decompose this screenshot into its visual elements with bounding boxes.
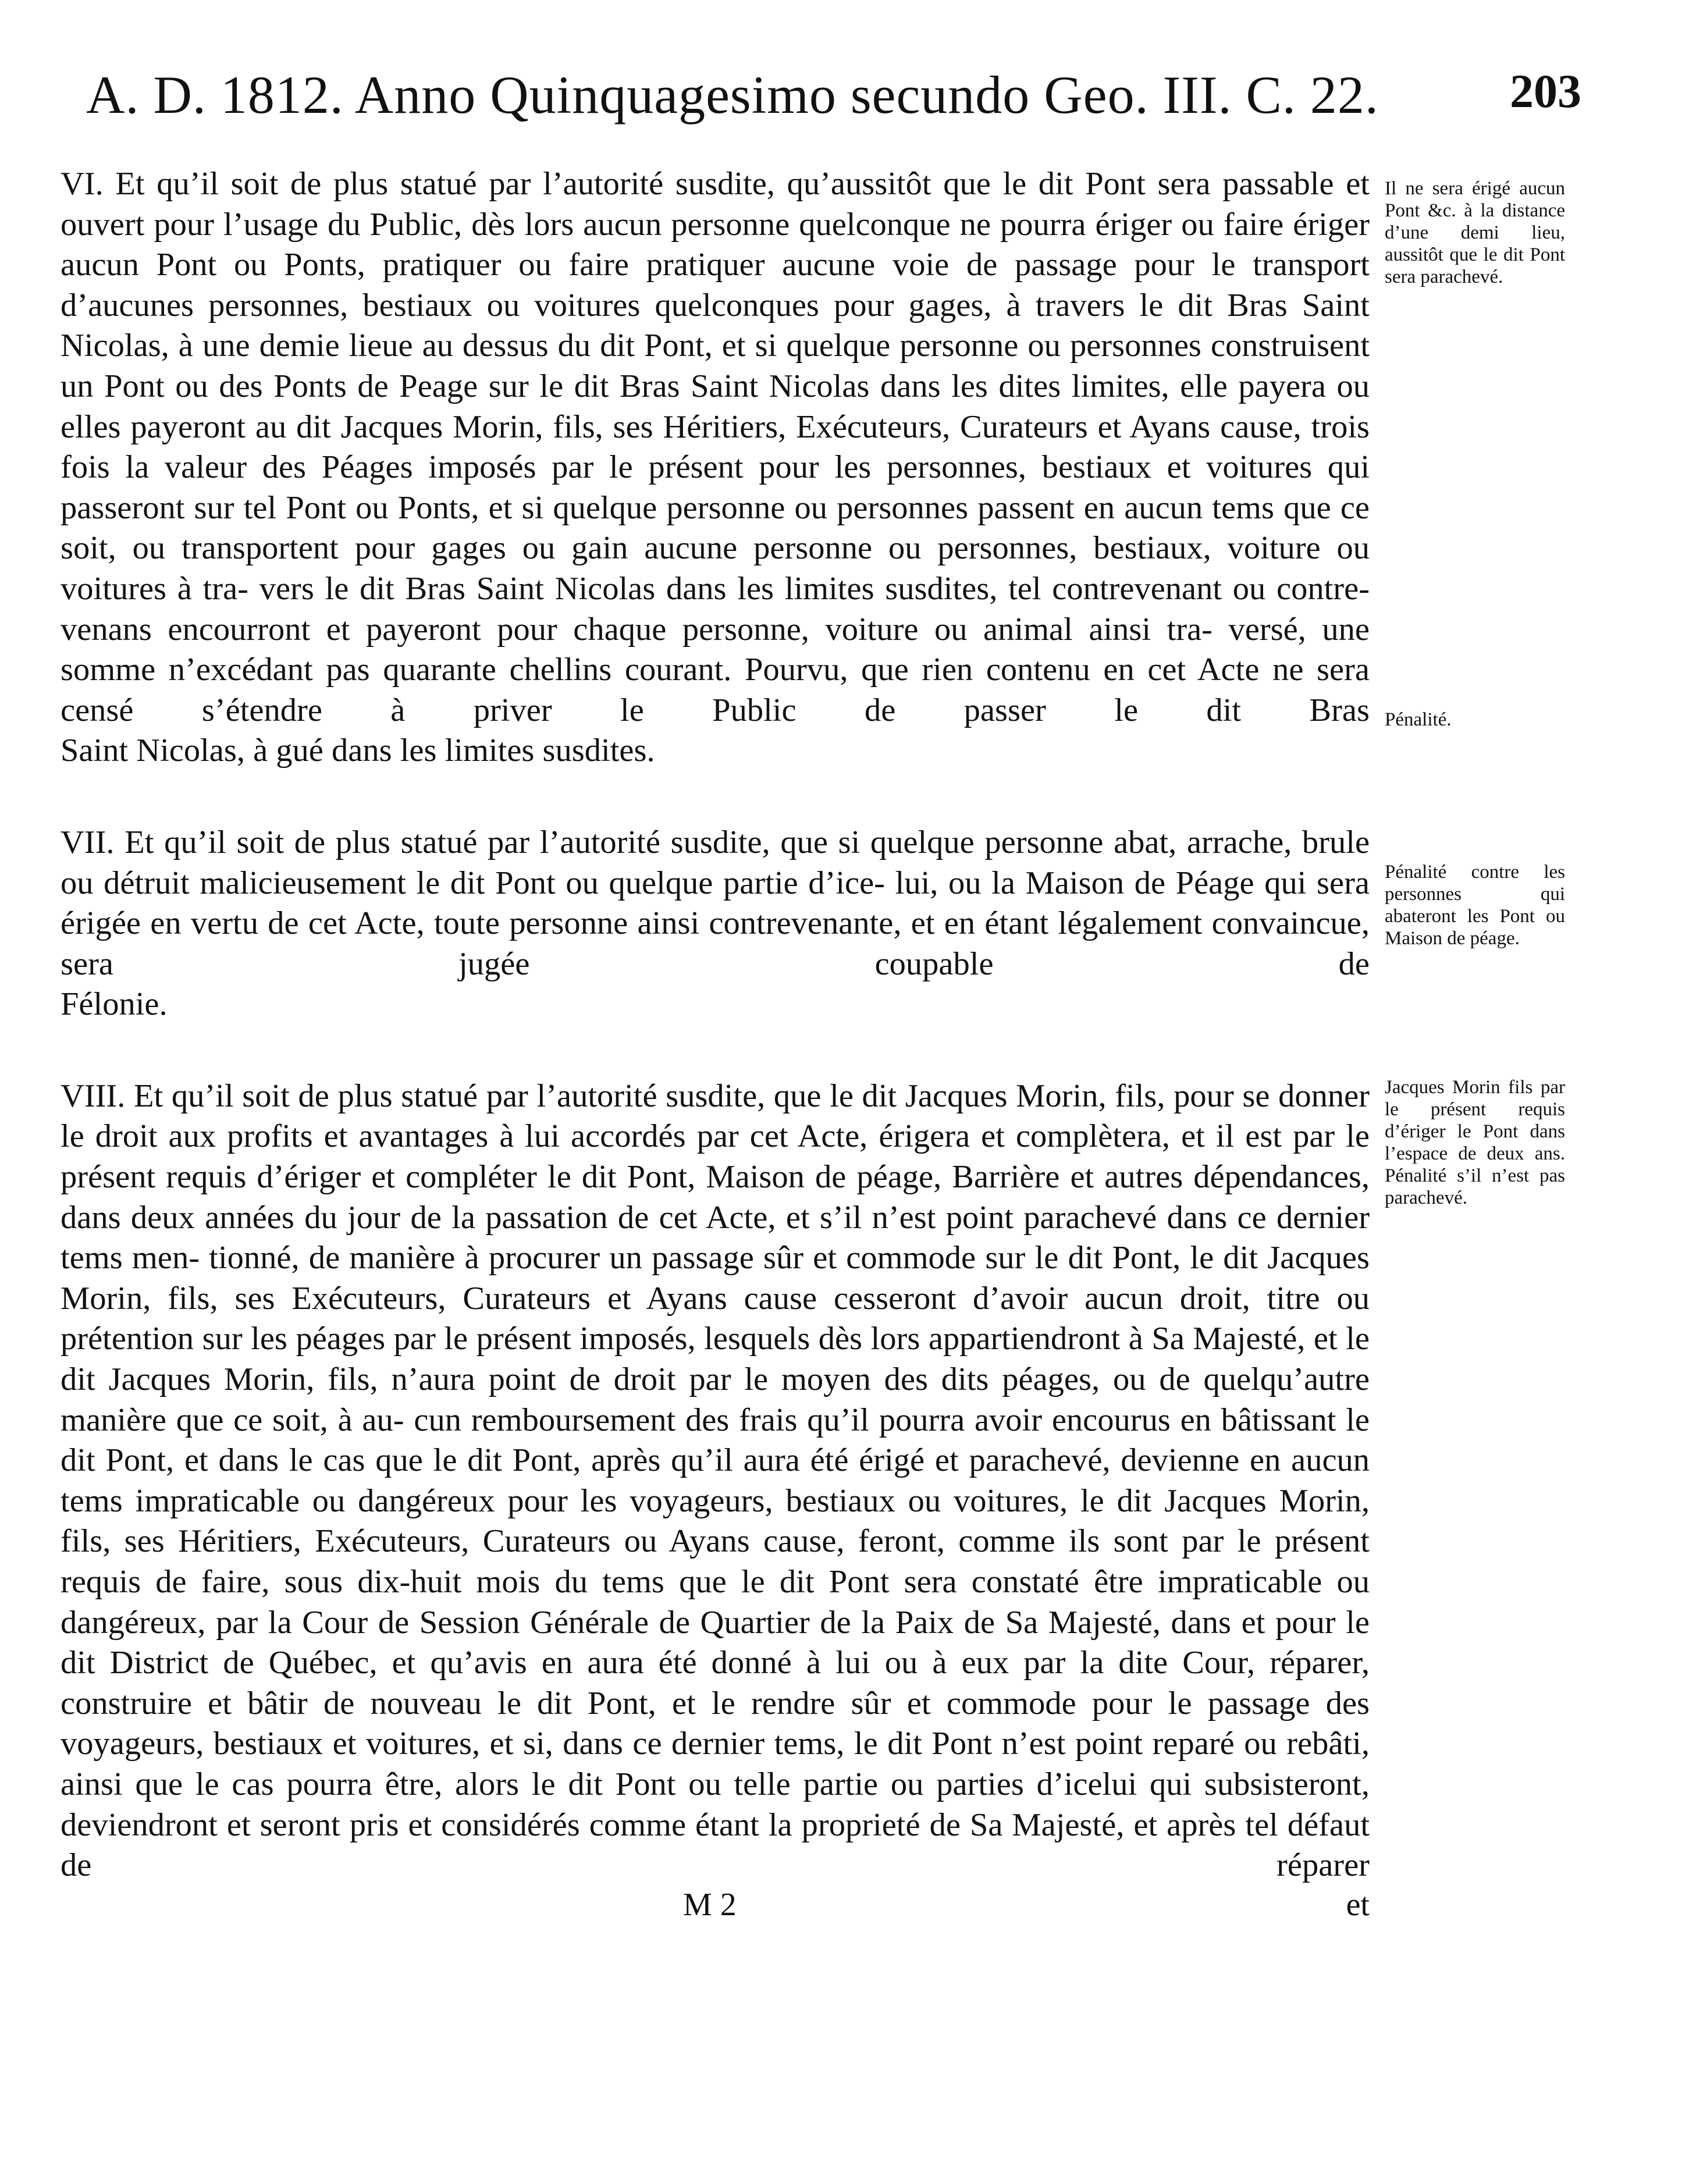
text-line: Et qu’il soit de plus statué par l’autorité susdite, que le dit Jacques Morin, <box>134 1077 1107 1114</box>
text-line: aucun droit, titre ou prétention sur les péages par le présent imposés, lesquels dès <box>61 1280 1370 1357</box>
text-line: Félonie. <box>61 986 168 1023</box>
text-line: de la passation de cet Acte, et s’il n’est point parachevé dans ce dernier tems men- <box>61 1199 1370 1276</box>
catchword: et <box>1346 1886 1370 1923</box>
section-paragraph <box>61 164 1370 771</box>
text-line: gages ou gain aucune personne ou personnes, bestiaux, voiture ou voitures à tra- <box>61 530 1370 607</box>
text-line: feront, comme ils sont par le présent requis de faire, sous dix-huit mois du tems <box>61 1523 1370 1600</box>
text-line: des Ponts de Peage sur le dit Bras Saint Nicolas dans les dites limites, elle payera <box>219 368 1326 404</box>
text-line: Pont, Maison de péage, Barrière et autres dépendances, dans deux années du jour <box>61 1159 1370 1236</box>
text-line: aucun tems impraticable ou dangéreux pour les voyageurs, bestiaux ou voitures, le <box>61 1442 1370 1519</box>
text-line: passage des voyageurs, bestiaux et voitures, et si, dans ce dernier tems, le dit <box>61 1685 1370 1762</box>
text-line: Québec, et qu’avis en aura été donné à lui ou à eux par la dite Cour, réparer, <box>268 1645 1370 1681</box>
section-number: VII. <box>61 824 115 860</box>
text-line: aucune voie de passage pour le transport d’aucunes personnes, bestiaux ou voitures <box>61 247 1370 323</box>
margin-note: Jacques Morin fils par le présent requis d’ériger le Pont dans l’espace de deux ans. Pénalité s’il n’est pas parachevé. <box>1385 1077 1565 1208</box>
text-line: considérés comme étant la proprieté de Sa Majesté, et après tel défaut de réparer <box>61 1806 1370 1884</box>
text-line: personnes, bestiaux et voitures qui passeront sur tel Pont ou Ponts, et si quelque <box>61 449 1370 526</box>
margin-note: Pénalité. <box>1385 709 1452 730</box>
text-line: personne ou personnes passent en aucun tems que ce soit, ou transportent pour <box>61 489 1370 567</box>
text-line: fils, pour se donner le droit aux profits et avantages à lui accordés par cet Acte, <box>61 1077 1370 1155</box>
text-line: sera passable et ouvert pour l’usage du Public, dès lors aucun personne quelconque <box>61 166 1370 243</box>
text-line: tionné, de manière à procurer un passage sûr et commode sur le dit Pont, le dit <box>209 1240 1258 1276</box>
text-line: abat, arrache, brule ou détruit malicieusement le dit Pont ou quelque partie d’ice- <box>61 824 1370 901</box>
text-line: ou elles payeront au dit Jacques Morin, fils, ses Héritiers, Exécuteurs, Curateurs <box>61 368 1370 445</box>
text-line: vers le dit Bras Saint Nicolas dans les limites susdites, tel contrevenant ou contre- <box>259 570 1370 607</box>
section-number: VIII. <box>61 1077 126 1114</box>
text-line: contenu en cet Acte ne sera censé s’étendre à priver le Public de passer le dit Bras <box>61 652 1370 728</box>
section-vi <box>61 164 1370 771</box>
page-footer <box>61 1886 1370 1933</box>
text-line: érigera et complètera, et il est par le présent requis d’ériger et compléter le dit <box>61 1118 1370 1196</box>
body-text <box>61 164 1370 1933</box>
text-line: ou telle partie ou parties d’icelui qui subsisteront, deviendront et seront pris et <box>61 1766 1370 1843</box>
text-line: Jacques Morin, fils, ses Exécuteurs, Curateurs et Ayans cause cesseront d’avoir <box>61 1240 1370 1317</box>
text-line: dessus du dit Pont, et si quelque personne ou personnes construisent un Pont ou <box>61 328 1370 404</box>
margin-note: Il ne sera érigé aucun Pont &c. à la distance d’une demi lieu, aussitôt que le dit Pont sera parachevé. <box>1385 178 1565 287</box>
text-line: Saint Nicolas, à gué dans les limites susdites. <box>61 732 655 769</box>
section-number: VI. <box>61 166 104 202</box>
text-line: Et qu’il soit de plus statué par l’autorité susdite, que si quelque personne <box>125 824 1104 860</box>
section-paragraph <box>61 1076 1370 1886</box>
margin-note: Pénalité contre les personnes qui abateront les Pont ou Maison de péage. <box>1385 862 1565 949</box>
text-line: cun remboursement des frais qu’il pourra avoir encourus en bâtissant le dit Pont, <box>61 1402 1370 1479</box>
section-paragraph <box>61 823 1370 1025</box>
text-line: ainsi contrevenante, et en étant légalement convaincue, sera jugée coupable de <box>61 905 1370 982</box>
page-number: 203 <box>1510 65 1581 118</box>
text-line: Générale de Quartier de la Paix de Sa Majesté, dans et pour le dit District de <box>61 1604 1370 1681</box>
section-vii <box>61 823 1370 1025</box>
text-line: dit Jacques Morin, fils, ses Héritiers, Exécuteurs, Curateurs ou Ayans cause, <box>61 1482 1370 1560</box>
text-line: Et qu’il soit de plus statué par l’autorité susdite, qu’aussitôt que le dit Pont <box>115 166 1146 202</box>
text-line: lors appartiendront à Sa Majesté, et le dit Jacques Morin, fils, n’aura point de <box>61 1321 1370 1398</box>
text-line: et dans le cas que le dit Pont, après qu’il aura été érigé et parachevé, devienne en <box>184 1442 1281 1479</box>
text-line: construire et bâtir de nouveau le dit Pont, et le rendre sûr et commode pour le <box>61 1685 1192 1721</box>
text-line: venans encourront et payeront pour chaque personne, voiture ou animal ainsi tra- <box>61 611 1212 648</box>
text-line: et Ayans cause, trois fois la valeur des Péages imposés par le présent pour les <box>61 408 1370 486</box>
running-title: A. D. 1812. Anno Quinquagesimo secundo Geo. III. C. 22. <box>86 65 1379 125</box>
text-line: Pont n’est point reparé ou rebâti, ainsi que le cas pourra être, alors le dit Pont <box>61 1726 1370 1802</box>
text-line: ne pourra ériger ou faire ériger aucun Pont ou Ponts, pratiquer ou faire pratiquer <box>61 206 1370 283</box>
text-line: droit par le moyen des dits péages, ou de quelqu’autre manière que ce soit, à au- <box>61 1361 1370 1438</box>
text-line: que le dit Pont sera constaté être impraticable ou dangéreux, par la Cour de Session <box>61 1564 1370 1641</box>
signature-mark: M 2 <box>683 1886 737 1923</box>
section-viii <box>61 1076 1370 1886</box>
text-line: versé, une somme n’excédant pas quarante chellins courant. Pourvu, que rien <box>61 611 1370 688</box>
text-line: quelconques pour gages, à travers le dit Bras Saint Nicolas, à une demie lieue au <box>61 287 1370 364</box>
text-line: lui, ou la Maison de Péage qui sera érigée en vertu de cet Acte, toute personne <box>61 865 1370 942</box>
page-header <box>86 64 1581 134</box>
